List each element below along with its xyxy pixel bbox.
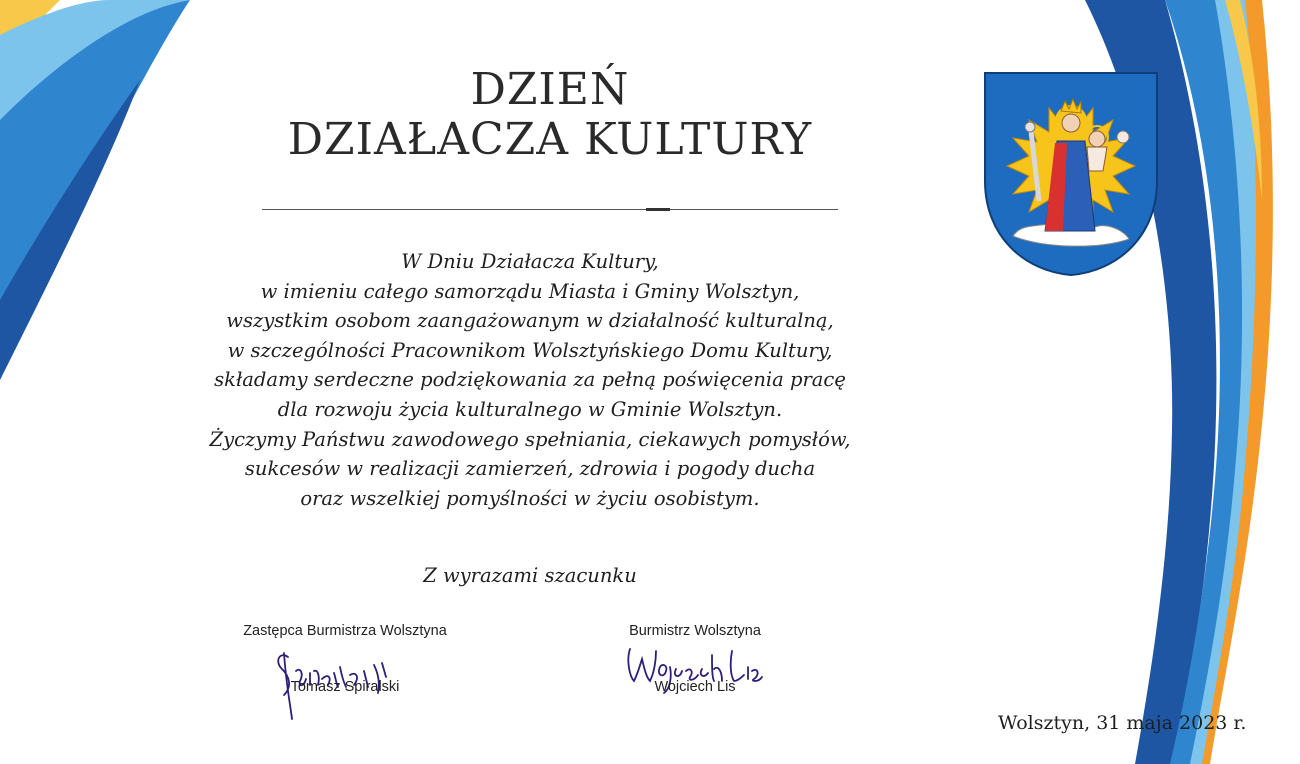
title-divider [262, 209, 838, 210]
body-line: oraz wszelkiej pomyślności w życiu osobistym. [300, 486, 760, 510]
signature-block-mayor [580, 623, 810, 703]
title-line-1: DZIEŃ [470, 64, 630, 115]
body-line: w imieniu całego samorządu Miasta i Gminy Wolsztyn, [260, 279, 800, 303]
signature-name: Tomasz Spiralski [290, 679, 400, 695]
greeting-body [140, 247, 920, 513]
title-line-2: DZIAŁACZA KULTURY [287, 114, 813, 165]
body-line: Życzymy Państwu zawodowego spełniania, ciekawych pomysłów, [209, 427, 851, 451]
signature-block-deputy-mayor [200, 623, 490, 703]
body-line: sukcesów w realizacji zamierzeń, zdrowia i pogody ducha [244, 457, 816, 481]
date-line: Wolsztyn, 31 maja 2023 r. [998, 712, 1247, 734]
coat-of-arms-icon [983, 71, 1159, 277]
body-line: wszystkim osobom zaangażowanym w działalność kulturalną, [226, 309, 834, 333]
closing-phrase: Z wyrazami szacunku [423, 564, 637, 587]
signature-role: Burmistrz Wolsztyna [629, 623, 761, 639]
body-line: w szczególności Pracownikom Wolsztyńskiego Domu Kultury, [227, 338, 833, 362]
signature-name: Wojciech Lis [654, 679, 736, 695]
body-line: dla rozwoju życia kulturalnego w Gminie Wolsztyn. [277, 397, 783, 421]
signature-role: Zastępca Burmistrza Wolsztyna [243, 623, 447, 639]
title-divider-accent [646, 208, 670, 211]
body-line: składamy serdeczne podziękowania za pełną poświęcenia pracę [214, 368, 846, 392]
body-line: W Dniu Działacza Kultury, [401, 250, 659, 273]
